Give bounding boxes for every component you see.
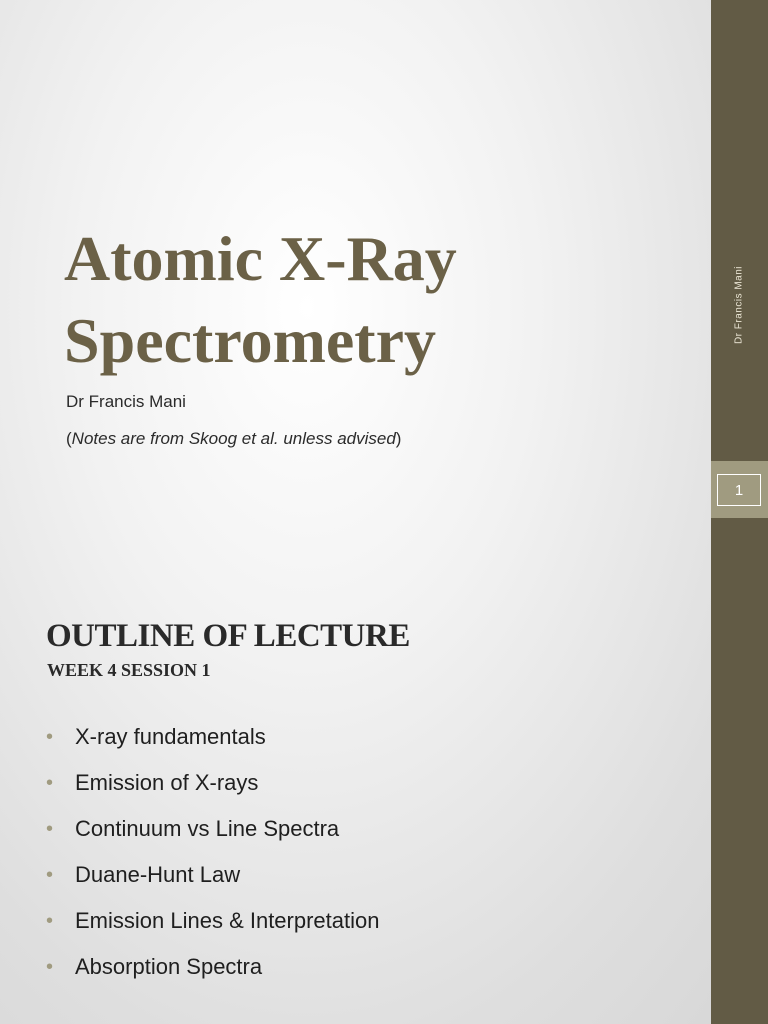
list-item-label: X-ray fundamentals xyxy=(75,724,266,749)
list-item xyxy=(46,806,380,852)
list-item xyxy=(46,714,380,760)
list-item xyxy=(46,944,380,990)
source-note-close: ) xyxy=(395,429,402,448)
slide-title-line-2: Spectrometry xyxy=(64,305,436,376)
list-item-label: Emission Lines & Interpretation xyxy=(75,908,380,933)
bullet-icon: • xyxy=(46,725,54,748)
list-item xyxy=(46,760,380,806)
list-item-label: Absorption Spectra xyxy=(75,954,263,979)
list-item-label: Emission of X-rays xyxy=(75,770,259,795)
source-note-text: Notes are from Skoog et al. unless advised xyxy=(71,429,396,448)
bullet-icon: • xyxy=(46,771,54,794)
bullet-icon: • xyxy=(46,817,54,840)
list-item-label: Continuum vs Line Spectra xyxy=(75,816,340,841)
outline-subheading: WEEK 4 SESSION 1 xyxy=(47,660,211,680)
source-note-open: ( xyxy=(66,429,72,448)
bullet-icon: • xyxy=(46,863,54,886)
sidebar-author-label: Dr Francis Mani xyxy=(733,265,745,345)
source-note xyxy=(66,429,401,449)
page-number: 1 xyxy=(717,474,761,506)
outline-list xyxy=(46,714,380,990)
slide-title xyxy=(64,218,457,382)
list-item-label: Duane-Hunt Law xyxy=(75,862,241,887)
slide-title-line-1: Atomic X-Ray xyxy=(64,223,457,294)
bullet-icon: • xyxy=(46,955,54,978)
author-name: Dr Francis Mani xyxy=(66,392,186,411)
bullet-icon: • xyxy=(46,909,54,932)
list-item xyxy=(46,898,380,944)
list-item xyxy=(46,852,380,898)
outline-heading: OUTLINE OF LECTURE xyxy=(46,618,410,654)
